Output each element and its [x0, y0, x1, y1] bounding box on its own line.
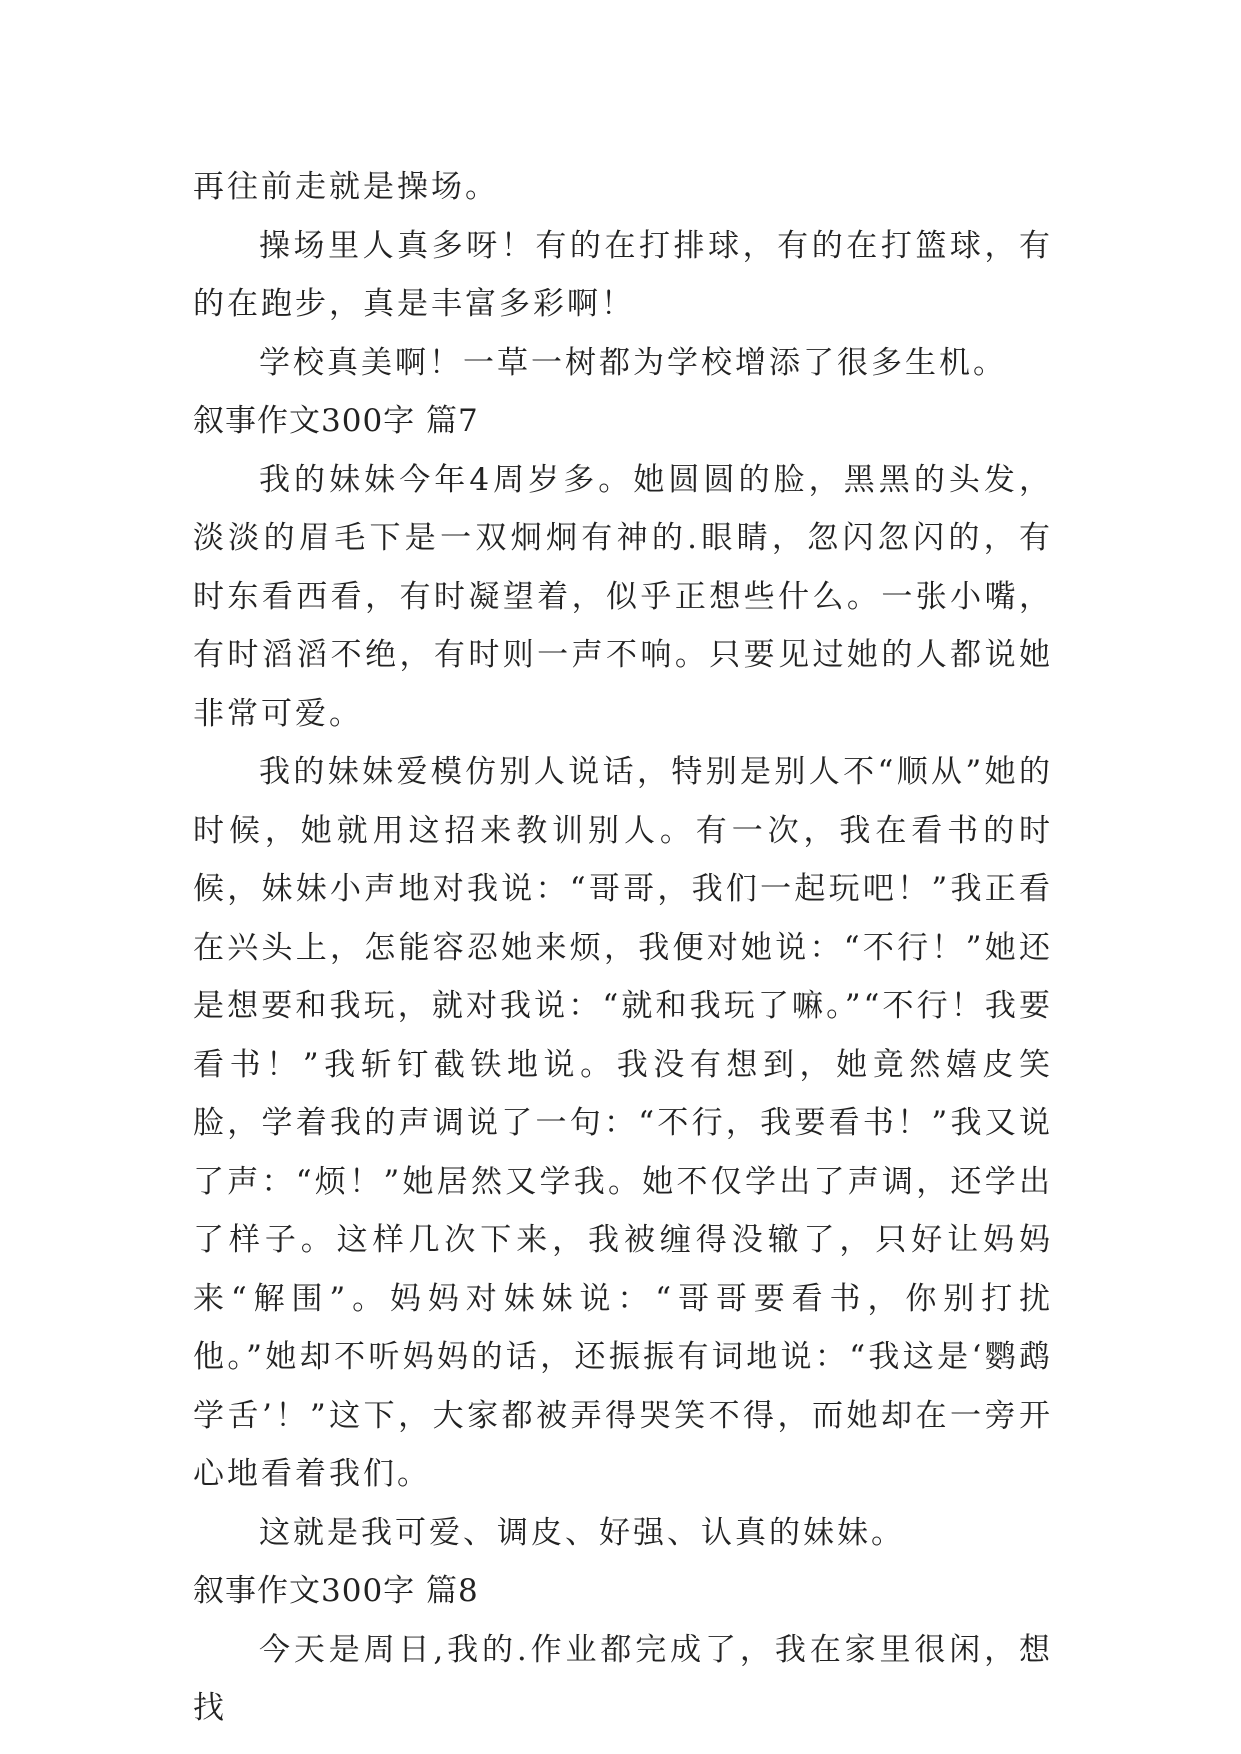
- document-body: [193, 158, 1053, 1738]
- paragraph: 今天是周日,我的.作业都完成了，我在家里很闲，想找: [193, 1631, 1053, 1726]
- paragraph: 我的妹妹爱模仿别人说话，特别是别人不“顺从”她的时候，她就用这招来教训别人。有一次，我在看书的时候，妹妹小声地对我说：“哥哥，我们一起玩吧！”我正看在兴头上，怎能容忍她来烦，我便对她说：“不行！”她还是想要和我玩，就对我说：“就和我玩了嘛。”“不行！我要看书！”我斩钉截铁地说。我没有想到，她竟然嬉皮笑脸，学着我的声调说了一句：“不行，我要看书！”我又说了声：“烦！”她居然又学我。她不仅学出了声调，还学出了样子。这样几次下来，我被缠得没辙了，只好让妈妈来“解围”。妈妈对妹妹说：“哥哥要看书，你别打扰他。”她却不听妈妈的话，还振振有词地说：“我这是‘鹦鹉学舌’！”这下，大家都被弄得哭笑不得，而她却在一旁开心地看着我们。: [193, 754, 1053, 1492]
- paragraph: 学校真美啊！一草一树都为学校增添了很多生机。: [259, 344, 1007, 381]
- section-heading: 叙事作文300字 篇8: [193, 1573, 479, 1609]
- paragraph: 这就是我可爱、调皮、好强、认真的妹妹。: [259, 1514, 905, 1551]
- paragraph: 再往前走就是操场。: [193, 169, 499, 205]
- paragraph: 我的妹妹今年4周岁多。她圆圆的脸，黑黑的头发，淡淡的眉毛下是一双炯炯有神的.眼睛，忽闪忽闪的，有时东看西看，有时凝望着，似乎正想些什么。一张小嘴，有时滔滔不绝，有时则一声不响。只要见过她的人都说她非常可爱。: [193, 461, 1053, 732]
- section-heading: 叙事作文300字 篇7: [193, 403, 479, 439]
- paragraph: 操场里人真多呀！有的在打排球，有的在打篮球，有的在跑步，真是丰富多彩啊！: [193, 227, 1053, 322]
